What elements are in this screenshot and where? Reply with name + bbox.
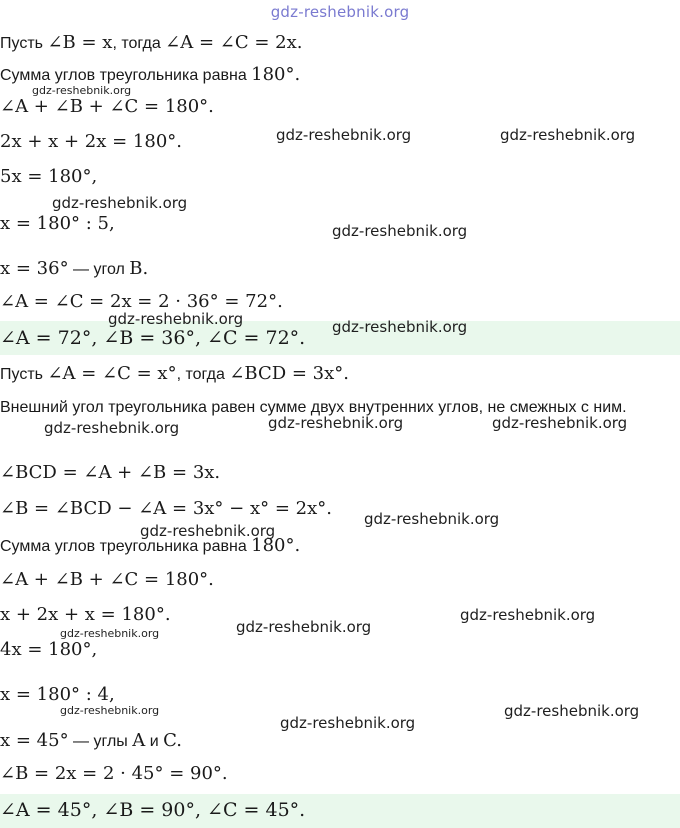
p2-answer: ∠A = 45°, ∠B = 90°, ∠C = 45°. (0, 799, 306, 821)
watermark: gdz-reshebnik.org (332, 318, 468, 336)
watermark: gdz-reshebnik.org (280, 714, 416, 732)
p1-line-4: 2x + x + 2x = 180°. (0, 131, 183, 152)
p2-line-1: Пусть ∠A = ∠C = x°, тогда ∠BCD = 3x°. (0, 363, 350, 384)
p2-line-6: ∠A + ∠B + ∠C = 180°. (0, 569, 214, 590)
watermark: gdz-reshebnik.org (268, 414, 404, 432)
watermark: gdz-reshebnik.org (236, 618, 372, 636)
watermark: gdz-reshebnik.org (276, 126, 412, 144)
watermark: gdz-reshebnik.org (364, 510, 500, 528)
watermark: gdz-reshebnik.org (332, 222, 468, 240)
watermark: gdz-reshebnik.org (108, 310, 244, 328)
p1-line-6: x = 180° : 5, (0, 213, 115, 234)
p1-answer: ∠A = 72°, ∠B = 36°, ∠C = 72°. (0, 327, 306, 349)
p2-line-3: ∠BCD = ∠A + ∠B = 3x. (0, 462, 221, 483)
watermark: gdz-reshebnik.org (460, 606, 596, 624)
watermark: gdz-reshebnik.org (44, 419, 180, 437)
p1-line-1: Пусть ∠B = x, тогда ∠A = ∠C = 2x. (0, 32, 303, 53)
watermark: gdz-reshebnik.org (140, 522, 276, 540)
p2-line-11: ∠B = 2x = 2 · 45° = 90°. (0, 763, 228, 784)
watermark: gdz-reshebnik.org (60, 627, 160, 640)
p1-line-7: x = 36° — угол B. (0, 258, 149, 279)
watermark: gdz-reshebnik.org (52, 194, 188, 212)
p2-line-4: ∠B = ∠BCD − ∠A = 3x° − x° = 2x°. (0, 498, 332, 519)
watermark: gdz-reshebnik.org (504, 702, 640, 720)
header (0, 0, 680, 24)
p2-line-5: Сумма углов треугольника равна 180°. (0, 535, 301, 556)
p2-line-7: x + 2x + x = 180°. (0, 604, 171, 625)
watermark: gdz-reshebnik.org (32, 84, 132, 97)
watermark: gdz-reshebnik.org (60, 704, 160, 717)
p1-line-8: ∠A = ∠C = 2x = 2 · 36° = 72°. (0, 291, 283, 312)
p2-line-10: x = 45° — углы A и C. (0, 730, 182, 751)
p2-line-2: Внешний угол треугольника равен сумме двух внутренних углов, не смежных с ним. (0, 399, 627, 416)
watermark: gdz-reshebnik.org (492, 414, 628, 432)
p2-line-8: 4x = 180°, (0, 639, 98, 660)
p1-line-5: 5x = 180°, (0, 166, 98, 187)
p2-line-9: x = 180° : 4, (0, 684, 115, 705)
site-link[interactable]: gdz-reshebnik.org (270, 3, 410, 21)
p1-line-2: Сумма углов треугольника равна 180°. (0, 64, 301, 85)
p1-line-3: ∠A + ∠B + ∠C = 180°. (0, 96, 214, 117)
watermark: gdz-reshebnik.org (500, 126, 636, 144)
